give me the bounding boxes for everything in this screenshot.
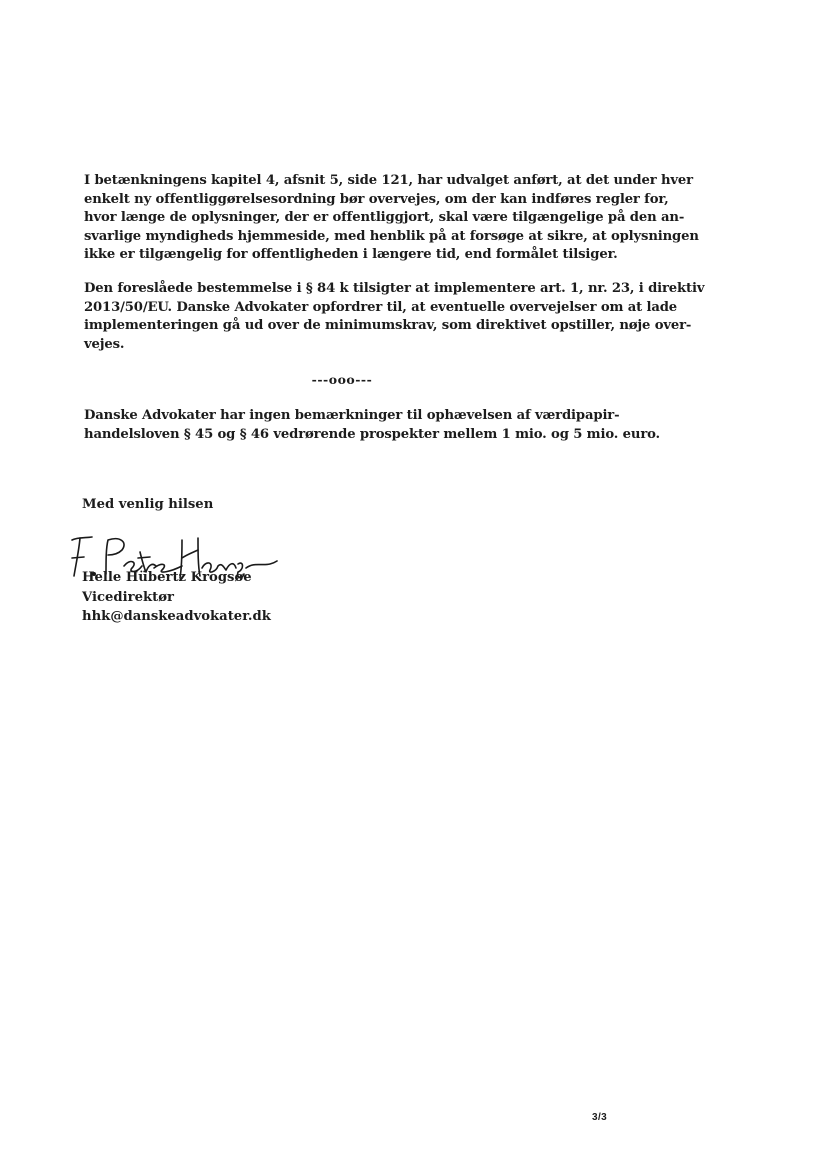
paragraph-line: hvor længe de oplysninger, der er offentliggjort, skal være tilgængelige på den an- — [84, 210, 685, 226]
paragraph-disclosure-duration — [84, 172, 699, 265]
signer-title: Vicedirektør — [82, 589, 174, 605]
closing-salutation: Med venlig hilsen — [82, 497, 214, 512]
signature-block — [82, 568, 271, 627]
signer-email: hhk@danskeadvokater.dk — [82, 609, 271, 624]
paragraph-line: Danske Advokater har ingen bemærkninger til ophævelsen af værdipapir- — [84, 408, 620, 423]
paragraph-line: vejes. — [84, 336, 125, 352]
paragraph-directive-implementation — [84, 280, 705, 354]
paragraph-line: enkelt ny offentliggørelsesordning bør overvejes, om der kan indføres regler for, — [84, 191, 669, 207]
page-number: 3/3 — [592, 1112, 608, 1123]
paragraph-line: ikke er tilgængelig for offentligheden i længere tid, end formålet tilsiger. — [84, 247, 618, 263]
paragraph-line: svarlige myndigheds hjemmeside, med henblik på at forsøge at sikre, at oplysningen — [84, 228, 699, 244]
signer-name: Helle Hübertz Krogsøe — [82, 570, 252, 585]
paragraph-line: handelsloven § 45 og § 46 vedrørende prospekter mellem 1 mio. og 5 mio. euro. — [84, 426, 660, 442]
paragraph-line: implementeringen gå ud over de minimumskrav, som direktivet opstiller, nøje over- — [84, 318, 692, 334]
paragraph-prospectus-repeal — [84, 407, 660, 444]
section-divider: ---ooo--- — [311, 372, 373, 387]
paragraph-line: Den foreslåede bestemmelse i § 84 k tilsigter at implementere art. 1, nr. 23, i direktiv — [84, 281, 705, 296]
paragraph-line: I betænkningens kapitel 4, afsnit 5, side 121, har udvalget anført, at det under hver — [84, 173, 693, 188]
paragraph-line: 2013/50/EU. Danske Advokater opfordrer til, at eventuelle overvejelser om at lade — [84, 299, 678, 315]
